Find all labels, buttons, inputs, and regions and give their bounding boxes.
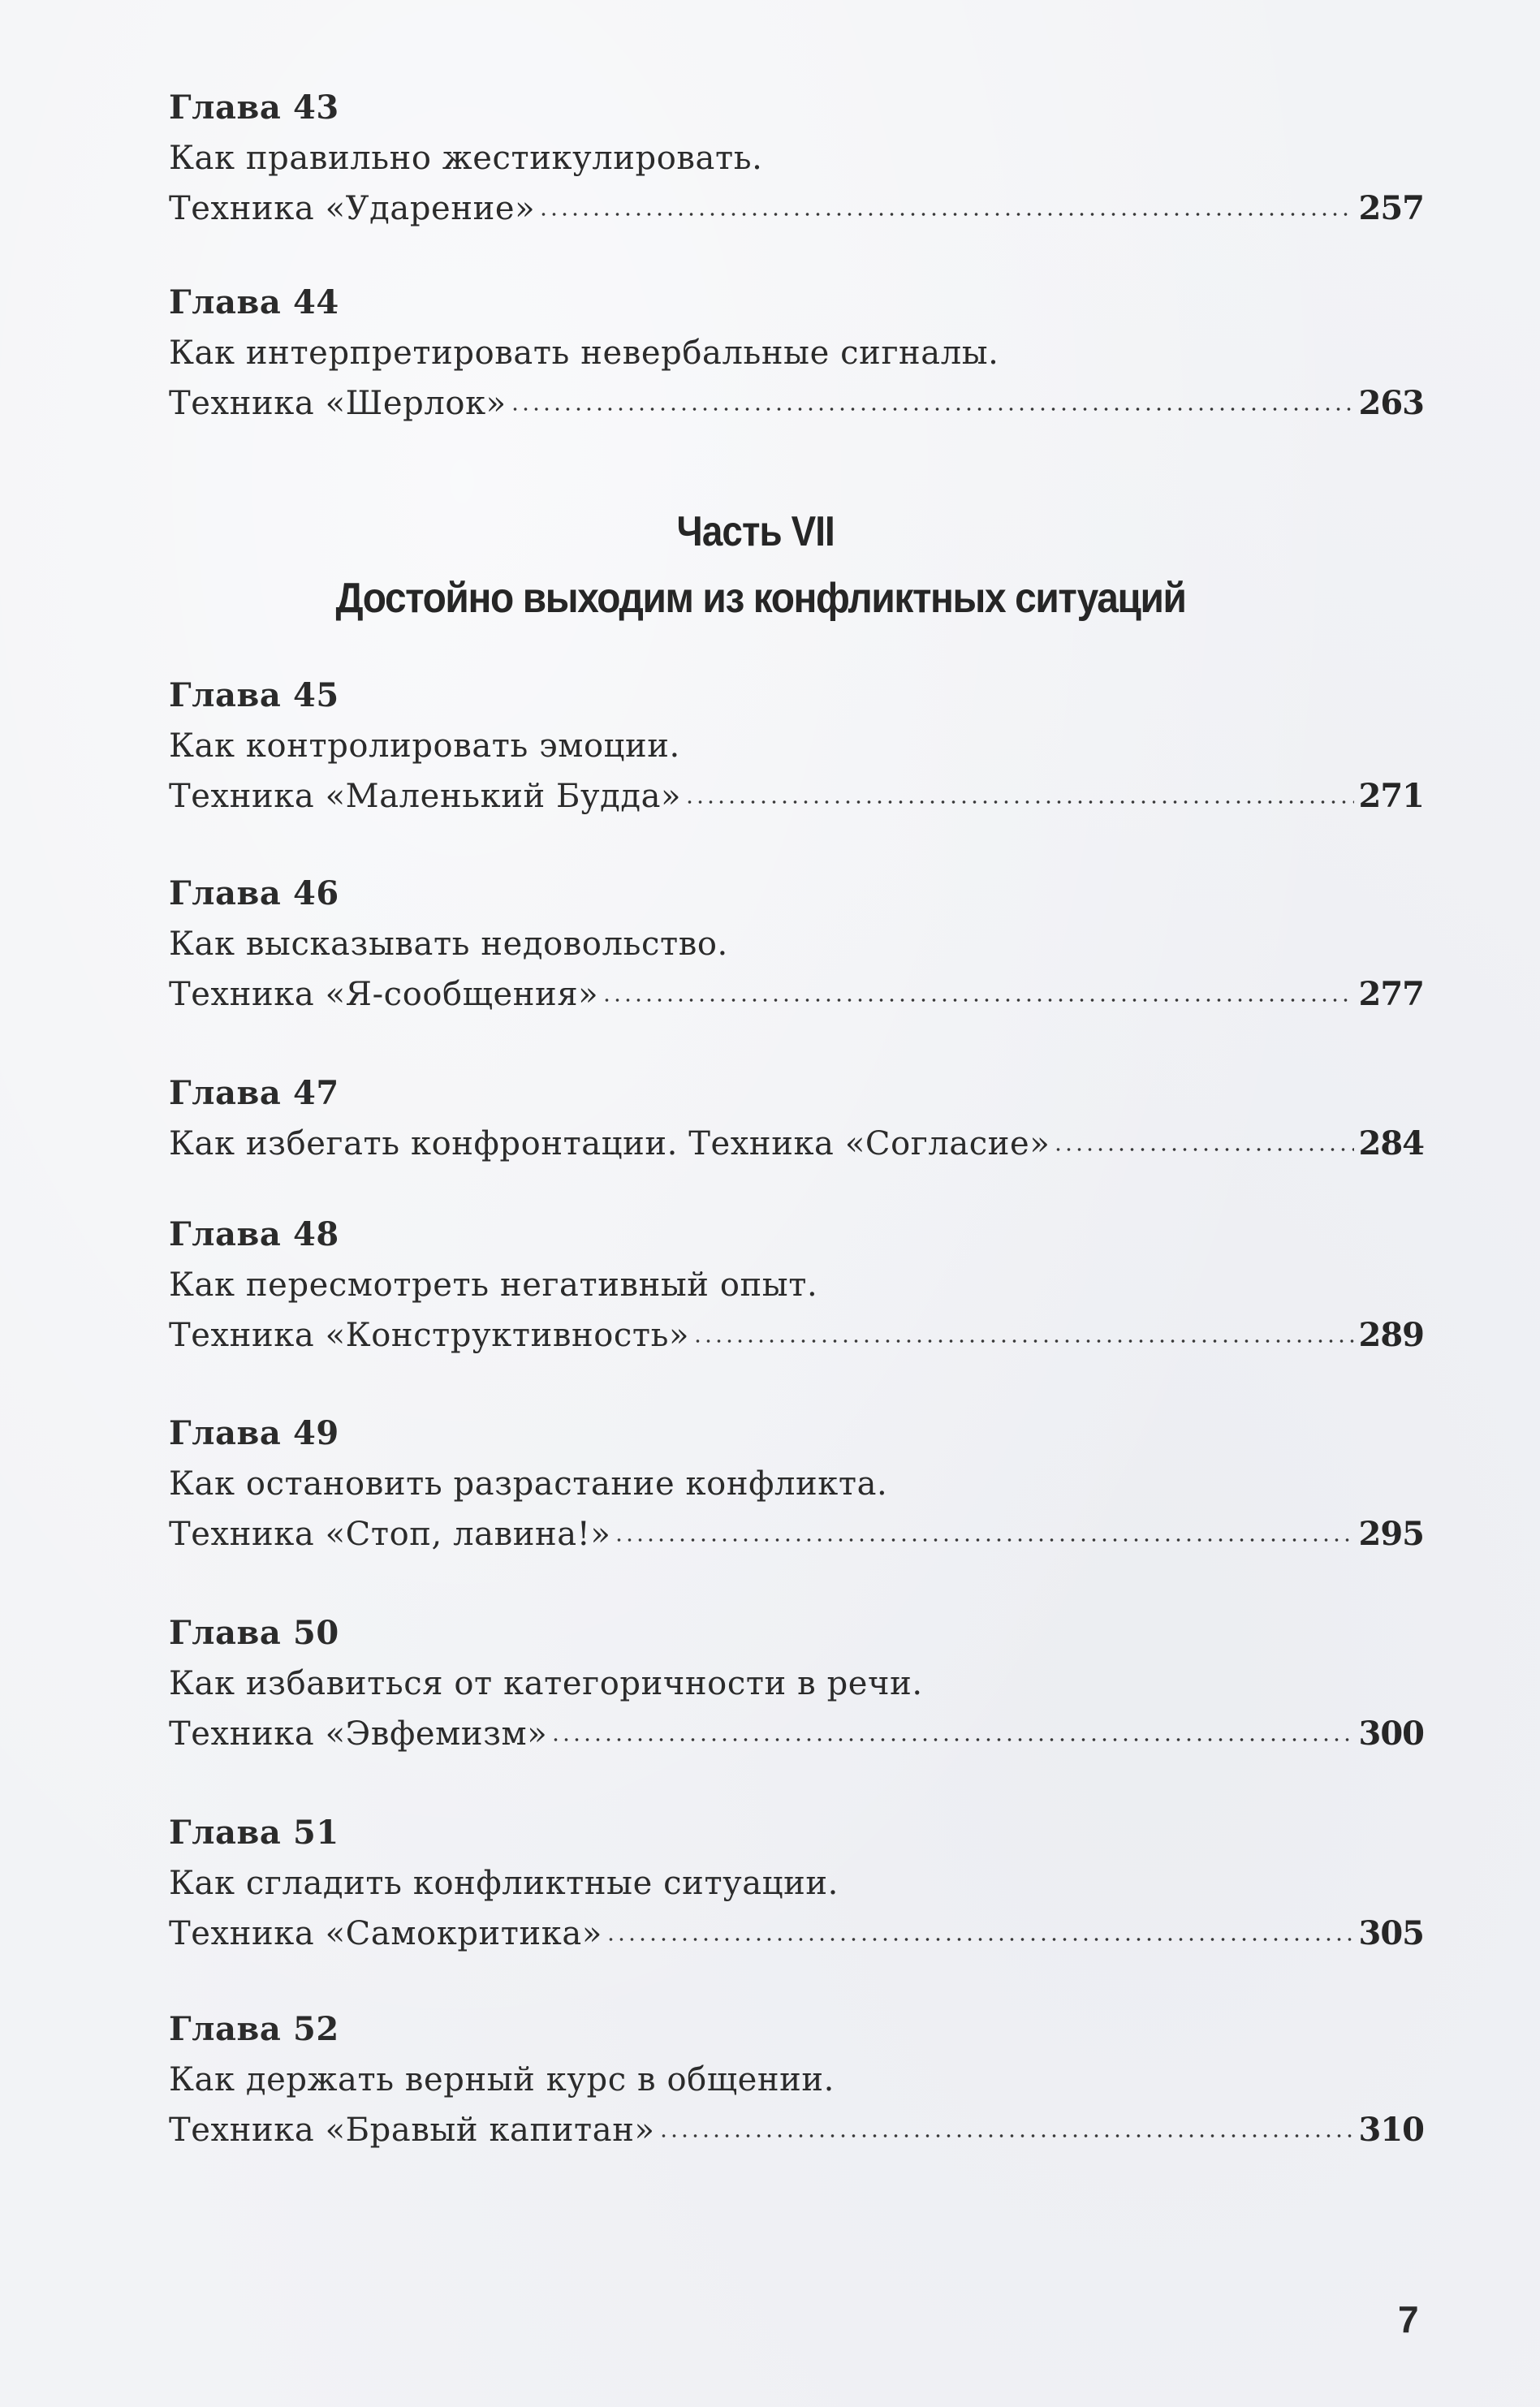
chapter-heading: Глава 50 [169, 1614, 339, 1652]
dot-leader [510, 404, 1354, 412]
page-number-link[interactable]: 310 [1358, 2111, 1424, 2149]
technique-line [169, 1709, 1424, 1759]
technique-name: Как избегать конфронтации. Техника «Согласие» [169, 1125, 1050, 1163]
part-title: Достойно выходим из конфликтных ситуаций [335, 575, 1186, 622]
toc-entry-chapter-48[interactable] [169, 1210, 1424, 1361]
technique-name: Техника «Ударение» [169, 190, 536, 227]
technique-line [169, 1310, 1424, 1361]
chapter-heading: Глава 49 [169, 1414, 339, 1452]
technique-line [169, 1909, 1424, 1959]
toc-entry-chapter-43[interactable] [169, 83, 1424, 234]
technique-name: Техника «Я-сообщения» [169, 976, 599, 1013]
dot-leader [550, 1735, 1353, 1743]
chapter-title: Как сгладить конфликтные ситуации. [169, 1865, 839, 1902]
technique-name: Техника «Бравый капитан» [169, 2112, 655, 2149]
toc-entry-chapter-52[interactable] [169, 2004, 1424, 2155]
dot-leader [614, 1535, 1353, 1543]
chapter-heading: Глава 52 [169, 2010, 339, 2048]
toc-entry-chapter-51[interactable] [169, 1808, 1424, 1959]
chapter-title: Как пересмотреть негативный опыт. [169, 1266, 818, 1304]
page-number-link[interactable]: 289 [1358, 1316, 1424, 1354]
technique-name: Техника «Эвфемизм» [169, 1715, 548, 1753]
chapter-title: Как избавиться от категоричности в речи. [169, 1665, 923, 1702]
chapter-title: Как интерпретировать невербальные сигналы. [169, 334, 999, 372]
page-number-link[interactable]: 295 [1358, 1515, 1424, 1553]
chapter-heading: Глава 48 [169, 1215, 339, 1253]
technique-name: Техника «Шерлок» [169, 385, 507, 422]
dot-leader [658, 2131, 1354, 2139]
technique-name: Техника «Самокритика» [169, 1915, 602, 1952]
technique-line [169, 1509, 1424, 1559]
part-label: Часть VII [676, 508, 835, 555]
toc-entry-chapter-49[interactable] [169, 1408, 1424, 1559]
technique-name: Техника «Стоп, лавина!» [169, 1516, 611, 1553]
dot-leader [692, 1336, 1353, 1344]
toc-entry-chapter-44[interactable] [169, 278, 1424, 429]
dot-leader [606, 1935, 1354, 1943]
chapter-heading: Глава 46 [169, 874, 339, 912]
technique-line [169, 771, 1424, 822]
toc-entry-chapter-46[interactable] [169, 869, 1424, 1020]
dot-leader [602, 995, 1353, 1003]
dot-leader [684, 797, 1353, 805]
technique-line [169, 183, 1424, 234]
chapter-heading: Глава 45 [169, 676, 339, 714]
page-number-link[interactable]: 271 [1358, 777, 1424, 815]
page-number-link[interactable]: 257 [1358, 189, 1424, 227]
technique-line [169, 969, 1424, 1020]
technique-line [169, 1119, 1424, 1169]
chapter-title: Как держать верный курс в общении. [169, 2061, 835, 2099]
page-number-link[interactable]: 263 [1358, 384, 1424, 422]
dot-leader [538, 209, 1353, 218]
page-number-link[interactable]: 277 [1358, 975, 1424, 1013]
chapter-title: Как правильно жестикулировать. [169, 140, 763, 177]
page-number-link[interactable]: 305 [1358, 1914, 1424, 1952]
toc-entry-chapter-50[interactable] [169, 1608, 1424, 1759]
chapter-title: Как остановить разрастание конфликта. [169, 1465, 888, 1503]
chapter-title: Как контролировать эмоции. [169, 727, 680, 765]
page-number-link[interactable]: 300 [1358, 1715, 1424, 1753]
technique-line [169, 378, 1424, 429]
chapter-heading: Глава 47 [169, 1074, 339, 1112]
technique-name: Техника «Конструктивность» [169, 1317, 690, 1354]
dot-leader [1053, 1145, 1353, 1153]
chapter-heading: Глава 44 [169, 283, 339, 321]
technique-line [169, 2105, 1424, 2155]
toc-entry-chapter-47[interactable] [169, 1068, 1424, 1169]
chapter-title: Как высказывать недовольство. [169, 925, 728, 963]
chapter-heading: Глава 43 [169, 88, 339, 127]
toc-entry-chapter-45[interactable] [169, 671, 1424, 822]
technique-name: Техника «Маленький Будда» [169, 778, 682, 815]
page-number-link[interactable]: 284 [1358, 1124, 1424, 1163]
chapter-heading: Глава 51 [169, 1814, 339, 1852]
page-number: 7 [1398, 2298, 1419, 2340]
